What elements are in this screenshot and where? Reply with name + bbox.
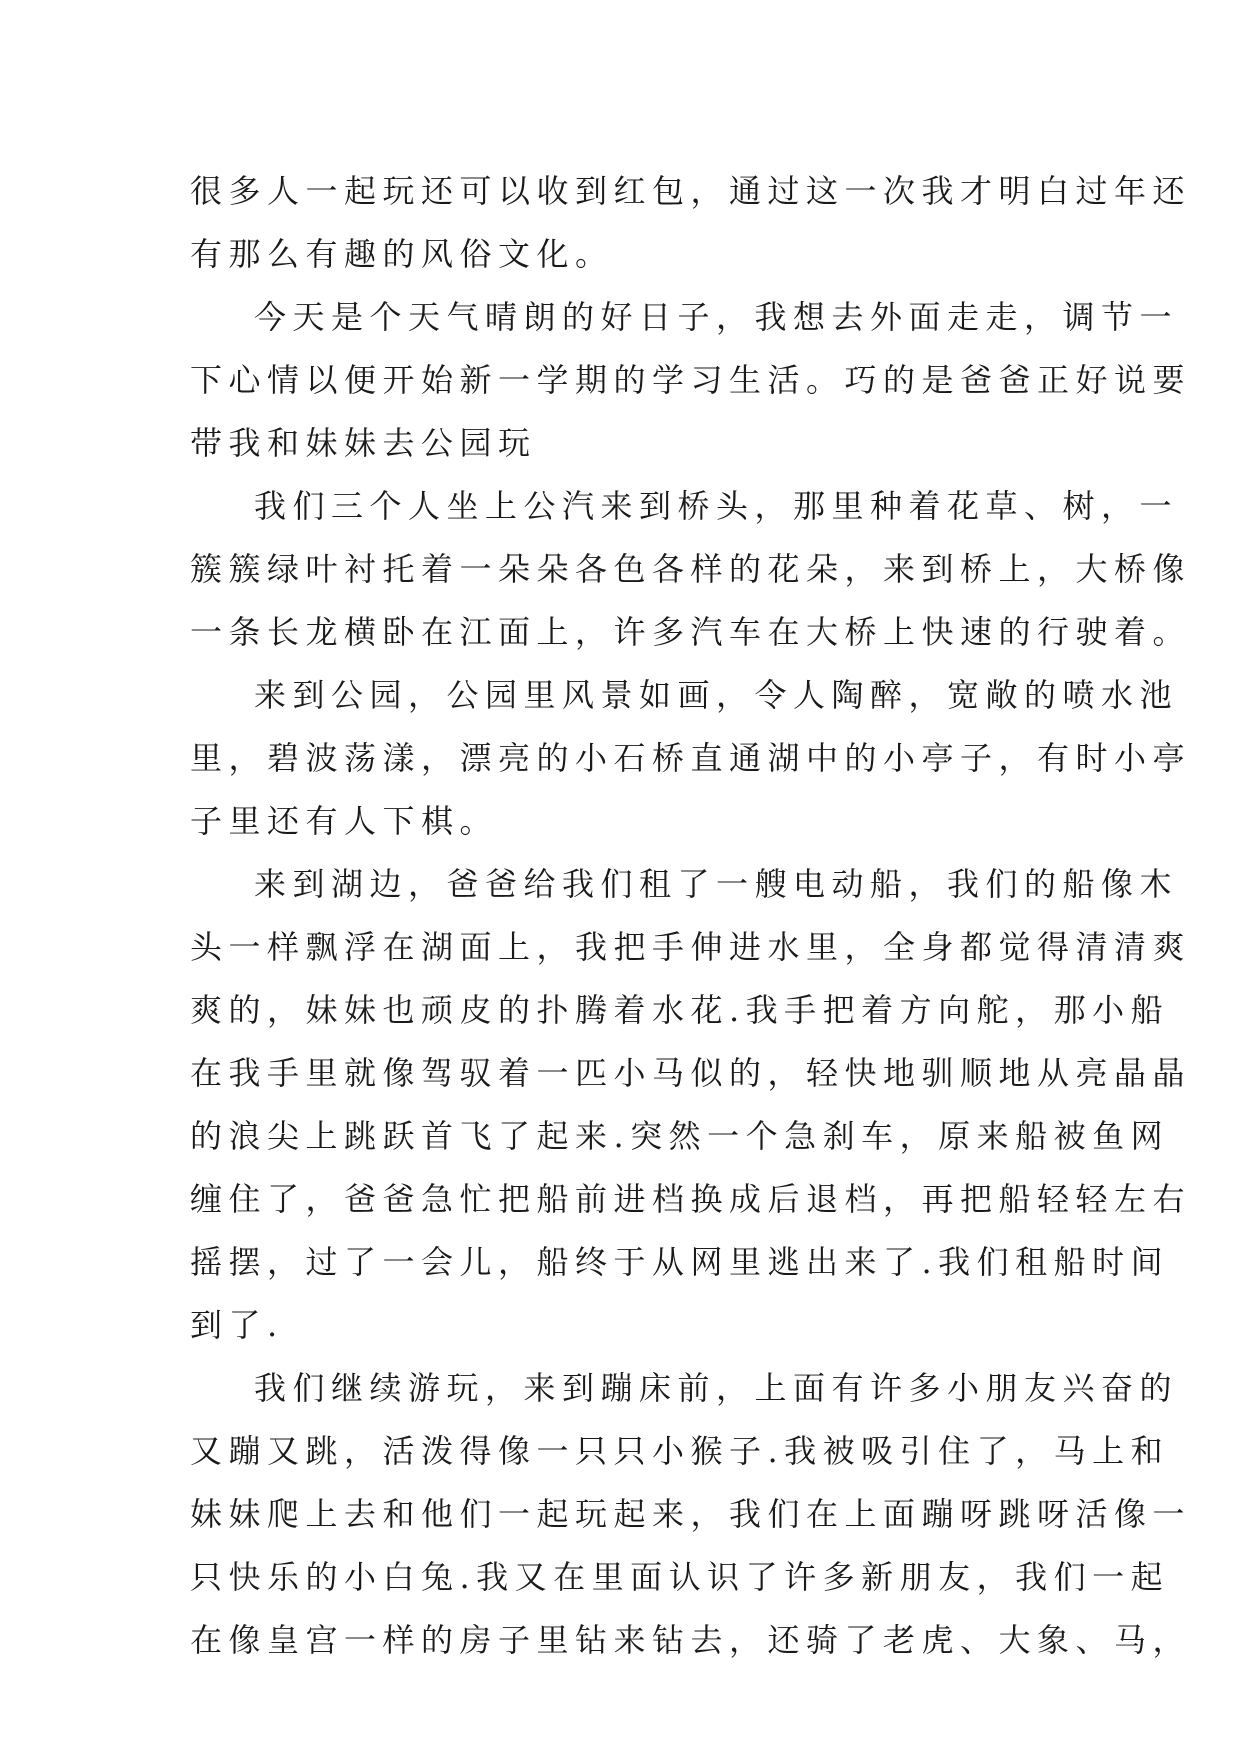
text-line: 又蹦又跳，活泼得像一只只小猴子.我被吸引住了，马上和: [190, 1432, 1170, 1470]
document-body: [190, 160, 1192, 1672]
text-line: 子里还有人下棋。: [190, 802, 499, 840]
text-line: 在我手里就像驾驭着一匹小马似的，轻快地驯顺地从亮晶晶: [190, 1054, 1192, 1092]
text-line: 下心情以便开始新一学期的学习生活。巧的是爸爸正好说要: [190, 361, 1192, 399]
text-line: 到了.: [190, 1306, 284, 1344]
text-line: 有那么有趣的风俗文化。: [190, 235, 614, 273]
text-line: 来到湖边，爸爸给我们租了一艘电动船，我们的船像木: [254, 865, 1179, 903]
text-line: 来到公园，公园里风景如画，令人陶醉，宽敞的喷水池: [254, 676, 1179, 714]
text-line: 的浪尖上跳跃首飞了起来.突然一个急刹车，原来船被鱼网: [190, 1117, 1170, 1155]
text-line: 我们继续游玩，来到蹦床前，上面有许多小朋友兴奋的: [254, 1369, 1179, 1407]
text-line: 带我和妹妹去公园玩: [190, 424, 537, 462]
text-line: 头一样飘浮在湖面上，我把手伸进水里，全身都觉得清清爽: [190, 928, 1192, 966]
text-line: 摇摆，过了一会儿，船终于从网里逃出来了.我们租船时间: [190, 1243, 1170, 1281]
text-line: 只快乐的小白兔.我又在里面认识了许多新朋友，我们一起: [190, 1558, 1170, 1596]
text-line: 一条长龙横卧在江面上，许多汽车在大桥上快速的行驶着。: [190, 613, 1192, 651]
text-line: 在像皇宫一样的房子里钻来钻去，还骑了老虎、大象、马，: [190, 1621, 1192, 1659]
text-line: 簇簇绿叶衬托着一朵朵各色各样的花朵，来到桥上，大桥像: [190, 550, 1192, 588]
text-line: 缠住了，爸爸急忙把船前进档换成后退档，再把船轻轻左右: [190, 1180, 1192, 1218]
text-line: 很多人一起玩还可以收到红包，通过这一次我才明白过年还: [190, 172, 1192, 210]
text-line: 今天是个天气晴朗的好日子，我想去外面走走，调节一: [254, 298, 1179, 336]
text-line: 我们三个人坐上公汽来到桥头，那里种着花草、树，一: [254, 487, 1179, 525]
text-line: 里，碧波荡漾，漂亮的小石桥直通湖中的小亭子，有时小亭: [190, 739, 1192, 777]
text-line: 妹妹爬上去和他们一起玩起来，我们在上面蹦呀跳呀活像一: [190, 1495, 1192, 1533]
text-line: 爽的，妹妹也顽皮的扑腾着水花.我手把着方向舵，那小船: [190, 991, 1170, 1029]
